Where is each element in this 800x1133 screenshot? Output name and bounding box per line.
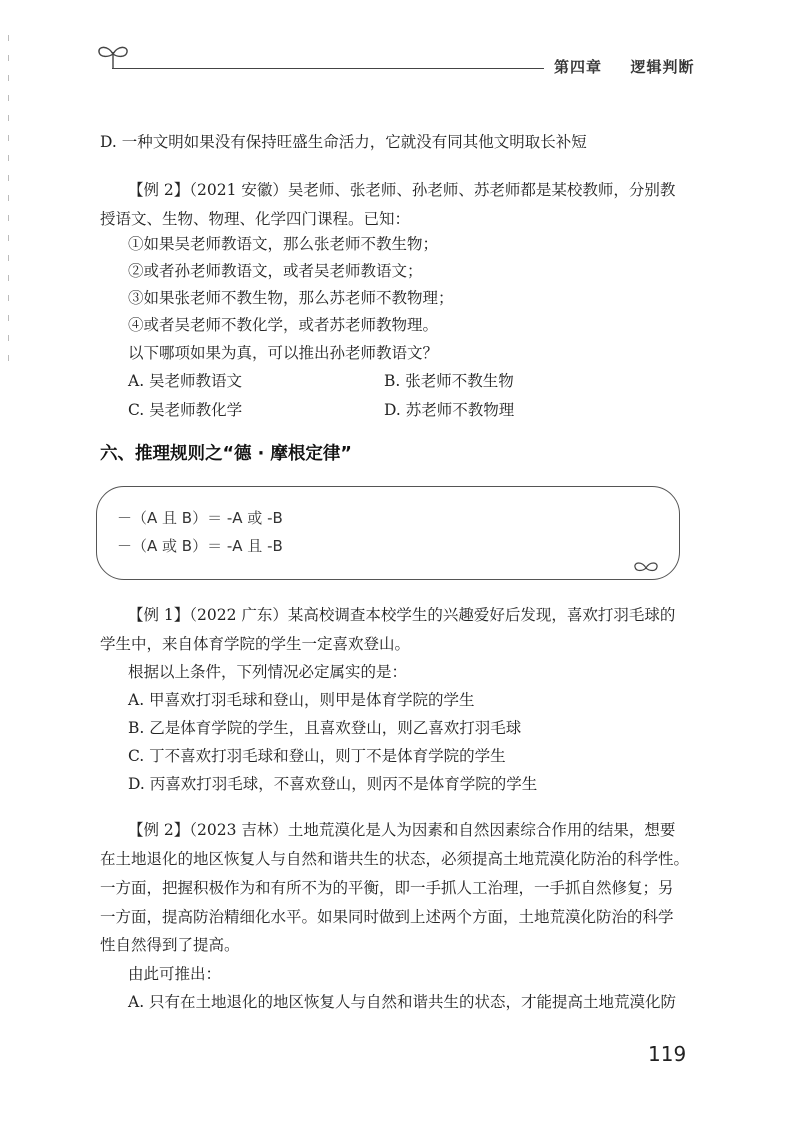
header-rule <box>112 68 544 69</box>
rule-box <box>96 486 680 580</box>
example-2b-stem-line2: 在土地退化的地区恢复人与自然和谐共生的状态，必须提高土地荒漠化防治的科学性。 <box>100 850 690 868</box>
example-source: （2023 吉林） <box>189 821 288 839</box>
binding-margin-marks <box>7 35 11 395</box>
example-2b-question: 由此可推出： <box>128 965 222 983</box>
condition-4: ④或者吴老师不教化学，或者苏老师教物理。 <box>128 316 439 334</box>
example-1-option-c: C. 丁不喜欢打羽毛球和登山，则丁不是体育学院的学生 <box>128 747 506 765</box>
leaf-icon <box>633 559 659 575</box>
example-2a-stem-line1: 【例 2】（2021 安徽）吴老师、张老师、孙老师、苏老师都是某校教师，分别教 <box>128 181 676 199</box>
question: 以下哪项如果为真，可以推出孙老师教语文？ <box>128 344 439 362</box>
chapter-label: 第四章 <box>554 58 603 76</box>
option-d: D. 苏老师不教物理 <box>384 401 515 419</box>
option-b: B. 张老师不教生物 <box>384 372 514 390</box>
option-a: A. 吴老师教语文 <box>128 372 243 390</box>
rule-line-1: －（A 且 B）＝ -A 或 -B <box>117 509 283 527</box>
option-c: C. 吴老师教化学 <box>128 401 243 419</box>
example-2b-stem-line5: 性自然得到了提高。 <box>100 936 240 954</box>
example-2b-stem-line4: 一方面，提高防治精细化水平。如果同时做到上述两个方面，土地荒漠化防治的科学 <box>100 908 674 926</box>
running-header <box>554 56 695 77</box>
example-source: （2022 广东） <box>189 606 288 624</box>
example-tag: 【例 2】 <box>128 181 190 199</box>
example-2a-stem-line2: 授语文、生物、物理、化学四门课程。已知： <box>100 210 411 228</box>
prev-option-d: D. 一种文明如果没有保持旺盛生命活力，它就没有同其他文明取长补短 <box>100 133 587 151</box>
example-1-option-b: B. 乙是体育学院的学生，且喜欢登山，则乙喜欢打羽毛球 <box>128 719 522 737</box>
example-1-question: 根据以上条件，下列情况必定属实的是： <box>128 663 408 681</box>
condition-1: ①如果吴老师教语文，那么张老师不教生物； <box>128 235 439 253</box>
example-2b-stem-line1: 【例 2】（2023 吉林）土地荒漠化是人为因素和自然因素综合作用的结果，想要 <box>128 821 676 839</box>
example-1-stem-line1: 【例 1】（2022 广东）某高校调查本校学生的兴趣爱好后发现，喜欢打羽毛球的 <box>128 606 676 624</box>
example-tag: 【例 1】 <box>128 606 190 624</box>
rule-line-2: －（A 或 B）＝ -A 且 -B <box>117 537 283 555</box>
example-1-option-d: D. 丙喜欢打羽毛球，不喜欢登山，则丙不是体育学院的学生 <box>128 775 538 793</box>
example-tag: 【例 2】 <box>128 821 190 839</box>
condition-3: ③如果张老师不教生物，那么苏老师不教物理； <box>128 289 454 307</box>
example-2b-stem-line3: 一方面，把握积极作为和有所不为的平衡，即一手抓人工治理，一手抓自然修复；另 <box>100 879 674 897</box>
example-1-option-a: A. 甲喜欢打羽毛球和登山，则甲是体育学院的学生 <box>128 691 475 709</box>
section-heading: 六、推理规则之“德 · 摩根定律” <box>100 444 352 464</box>
chapter-title: 逻辑判断 <box>630 58 695 76</box>
example-1-stem-line2: 学生中，来自体育学院的学生一定喜欢登山。 <box>100 635 411 653</box>
example-2b-option-a: A. 只有在土地退化的地区恢复人与自然和谐共生的状态，才能提高土地荒漠化防 <box>128 993 677 1011</box>
example-source: （2021 安徽） <box>189 181 288 199</box>
condition-2: ②或者孙老师教语文，或者吴老师教语文； <box>128 262 423 280</box>
page-number: 119 <box>648 1042 687 1066</box>
sprout-icon <box>96 42 130 70</box>
